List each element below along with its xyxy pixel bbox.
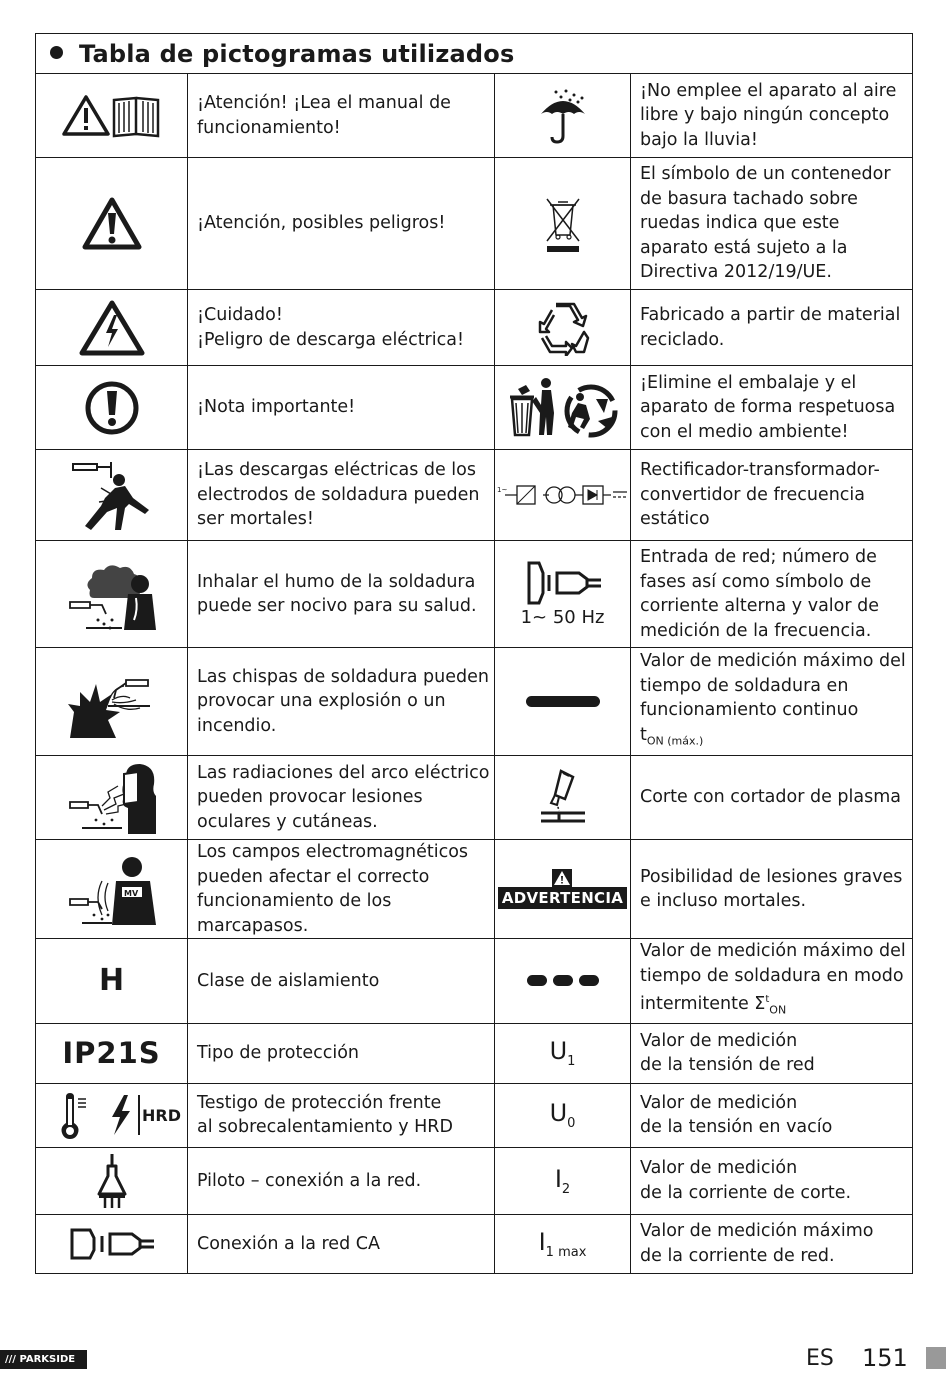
table-row — [36, 541, 913, 648]
text-line: al sobrecalentamiento y HRD — [197, 1117, 453, 1138]
table-row — [36, 366, 913, 450]
text-line: Valor de medición — [640, 1030, 798, 1051]
symbol-base: t — [640, 724, 647, 745]
table-row — [36, 840, 913, 939]
table-row — [36, 450, 913, 541]
crossed-bin-icon — [495, 158, 631, 290]
text-line: Valor de medición máximo — [640, 1221, 874, 1242]
dispose-environment-icon — [495, 366, 631, 450]
symbol-sub: ON (máx.) — [646, 734, 704, 748]
text-line: de la corriente de red. — [640, 1245, 835, 1266]
protection-class-label: IP21S — [62, 1036, 161, 1071]
table-row — [36, 158, 913, 290]
u1-text — [631, 1023, 913, 1083]
pictogram-table — [35, 33, 913, 1274]
insulation-class-text: Clase de aislamiento — [188, 939, 495, 1024]
table-row — [36, 756, 913, 840]
ac-connection-text: Conexión a la red CA — [188, 1214, 495, 1273]
text-line: Valor de medición — [640, 1158, 798, 1179]
electromagnetic-pacemaker-icon — [36, 840, 188, 939]
mains-input-label: 1~ 50 Hz — [520, 606, 605, 628]
electrode-shock-text: ¡Las descargas eléctricas de los electrodos de soldadura pueden ser mortales! — [188, 450, 495, 541]
text-line: de la corriente de corte. — [640, 1182, 852, 1203]
symbol-base: I — [538, 1227, 546, 1256]
electromagnetic-pacemaker-text: Los campos electromagnéticos pueden afectar el correcto funcionamiento de los marcapasos. — [188, 840, 495, 939]
warning-triangle-icon — [36, 158, 188, 290]
welding-fumes-icon — [36, 541, 188, 648]
language-code: ES — [806, 1346, 834, 1371]
warning-triangle-small-icon — [498, 869, 627, 887]
text-line: de la tensión de red — [640, 1055, 815, 1076]
mains-input-text: Entrada de red; número de fases así como símbolo de corriente alterna y valor de medición de la frecuencia. — [631, 541, 913, 648]
symbol-base: I — [554, 1164, 562, 1193]
power-pilot-plug-text: Piloto – conexión a la red. — [188, 1147, 495, 1214]
crossed-bin-text: El símbolo de un contenedor de basura tachado sobre ruedas indica que este aparato está sujeto a la Directiva 2012/19/UE. — [631, 158, 913, 290]
u0-symbol — [495, 1083, 631, 1147]
warning-triangle-text: ¡Atención, posibles peligros! — [188, 158, 495, 290]
warning-read-manual-icon — [36, 74, 188, 158]
welding-sparks-explosion-icon — [36, 648, 188, 756]
table-row — [36, 74, 913, 158]
table-row — [36, 290, 913, 366]
text-line: Testigo de protección frente — [197, 1092, 442, 1113]
overheat-hrd-icon — [36, 1083, 188, 1147]
arc-radiation-text: Las radiaciones del arco eléctrico pueden provocar lesiones oculares y cutáneas. — [188, 756, 495, 840]
protection-class-text: Tipo de protección — [188, 1023, 495, 1083]
page-number: 151 — [862, 1344, 908, 1372]
u0-text — [631, 1083, 913, 1147]
table-row — [36, 1147, 913, 1214]
svg-text:MV: MV — [123, 889, 138, 898]
table-title — [36, 34, 913, 74]
umbrella-rain-icon — [495, 74, 631, 158]
text-line: de la tensión en vacío — [640, 1117, 833, 1138]
text-body: Valor de medición máximo del tiempo de soldadura en funcionamiento continuo — [640, 651, 906, 721]
table-row — [36, 939, 913, 1024]
warning-badge-icon — [495, 840, 631, 939]
rectifier-transformer-icon — [495, 450, 631, 541]
symbol-sup: t — [765, 994, 770, 1005]
table-row — [36, 1214, 913, 1273]
power-pilot-plug-icon — [36, 1147, 188, 1214]
umbrella-rain-text: ¡No emplee el aparato al aire libre y bajo ningún concepto bajo la lluvia! — [631, 74, 913, 158]
thermometer-icon — [60, 1091, 90, 1139]
symbol-sub: 1 — [567, 1054, 576, 1070]
intermittent-bars-text — [631, 939, 913, 1024]
welding-fumes-text: Inhalar el humo de la soldadura puede ser nocivo para su salud. — [188, 541, 495, 648]
table-title-text: Tabla de pictogramas utilizados — [79, 39, 515, 68]
plasma-cutter-text: Corte con cortador de plasma — [631, 756, 913, 840]
welding-sparks-explosion-text: Las chispas de soldadura pueden provocar una explosión o un incendio. — [188, 648, 495, 756]
text-line: Valor de medición — [640, 1092, 798, 1113]
dispose-environment-text: ¡Elimine el embalaje y el aparato de forma respetuosa con el medio ambiente! — [631, 366, 913, 450]
i2-text — [631, 1147, 913, 1214]
symbol-sub: ON — [769, 1003, 787, 1017]
i1max-symbol — [495, 1214, 631, 1273]
intermittent-bars-icon — [495, 939, 631, 1024]
hrd-label: HRD — [142, 1105, 181, 1125]
electric-shock-warning-icon — [36, 290, 188, 366]
text-body: Valor de medición máximo del tiempo de soldadura en modo intermitente Σ — [640, 941, 906, 1014]
recycle-icon — [495, 290, 631, 366]
lightning-icon — [108, 1093, 134, 1137]
mains-input-icon — [495, 541, 631, 648]
warning-badge-text: Posibilidad de lesiones graves e incluso mortales. — [631, 840, 913, 939]
exclamation-circle-text: ¡Nota importante! — [188, 366, 495, 450]
brand-logo: /// PARKSIDE — [0, 1350, 87, 1369]
electrode-shock-icon — [36, 450, 188, 541]
symbol-base: U — [549, 1099, 568, 1128]
warning-badge-label: ADVERTENCIA — [498, 887, 627, 909]
warning-badge — [498, 869, 627, 909]
table-row — [36, 648, 913, 756]
continuous-bar-icon — [495, 648, 631, 756]
symbol-sub: 1 max — [545, 1244, 587, 1260]
insulation-class-icon — [36, 939, 188, 1024]
rectifier-transformer-text: Rectificador-transformador-convertidor de frecuencia estático — [631, 450, 913, 541]
u1-symbol — [495, 1023, 631, 1083]
i2-symbol — [495, 1147, 631, 1214]
symbol-sub: 2 — [561, 1181, 571, 1197]
protection-class-icon — [36, 1023, 188, 1083]
page-marker — [926, 1347, 946, 1369]
insulation-class-label: H — [98, 963, 125, 999]
continuous-bar-text — [631, 648, 913, 756]
plasma-cutter-icon — [495, 756, 631, 840]
ac-connection-icon — [36, 1214, 188, 1273]
arc-radiation-icon — [36, 756, 188, 840]
exclamation-circle-icon — [36, 366, 188, 450]
i1max-text — [631, 1214, 913, 1273]
svg-text:1~: 1~ — [496, 486, 507, 494]
overheat-hrd-text — [188, 1083, 495, 1147]
recycle-text: Fabricado a partir de material reciclado. — [631, 290, 913, 366]
text-line: ¡Cuidado! — [197, 305, 283, 325]
electric-shock-warning-text — [188, 290, 495, 366]
symbol-base: U — [549, 1037, 568, 1066]
warning-read-manual-text: ¡Atención! ¡Lea el manual de funcionamiento! — [188, 74, 495, 158]
bullet-icon — [50, 46, 63, 59]
table-row — [36, 1083, 913, 1147]
table-row — [36, 1023, 913, 1083]
symbol-sub: 0 — [567, 1116, 576, 1132]
text-line: ¡Peligro de descarga eléctrica! — [197, 329, 464, 350]
